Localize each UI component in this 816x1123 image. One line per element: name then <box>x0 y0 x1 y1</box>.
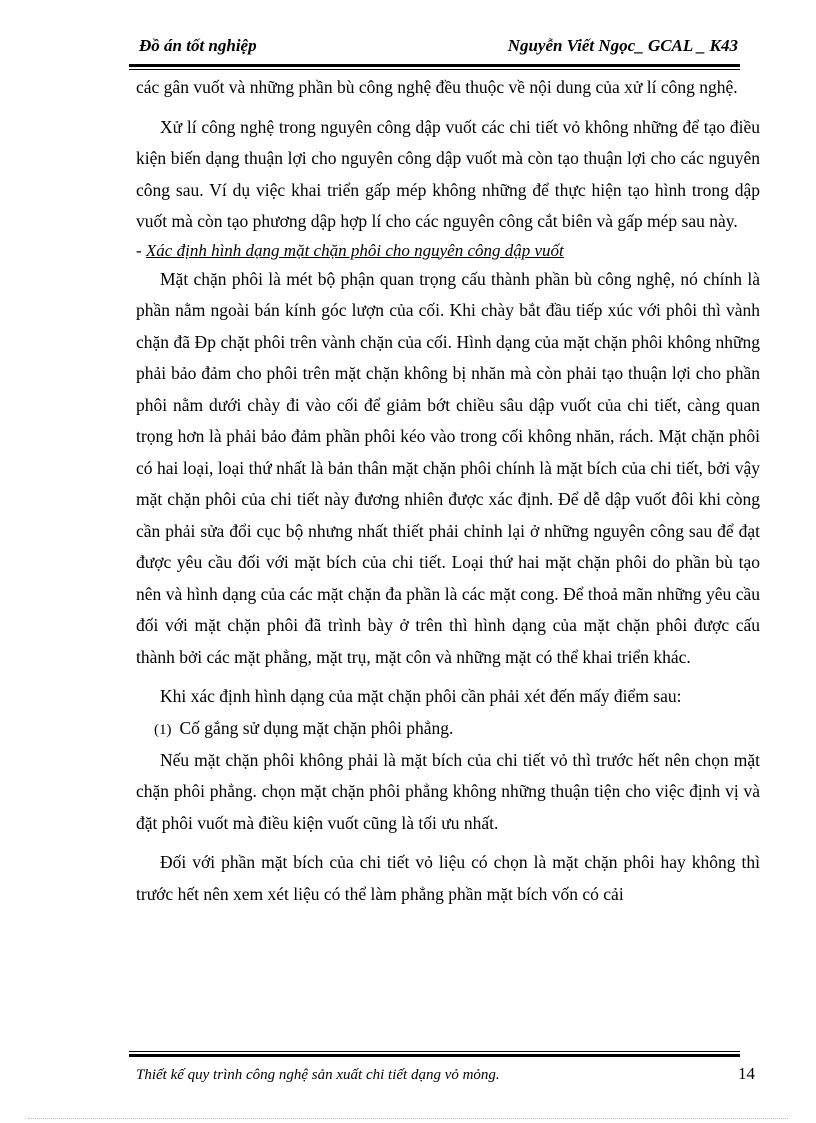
footer-rule-thin <box>129 1051 740 1052</box>
heading-text: Xác định hình dạng mặt chặn phôi cho nguyên công dập vuốt <box>145 240 564 260</box>
header-rule-thick <box>129 64 740 67</box>
header-author: Nguyễn Viết Ngọc_ GCAL _ K43 <box>507 36 738 55</box>
paragraph-continuation: các gân vuốt và những phần bù công nghệ đều thuộc về nội dung của xử lí công nghệ. <box>136 77 738 97</box>
header-title: Đồ án tốt nghiệp <box>139 36 257 55</box>
page-header <box>129 36 740 60</box>
section-heading <box>136 238 760 264</box>
footer-rule-thick <box>129 1054 740 1057</box>
paragraph-processing: Xử lí công nghệ trong nguyên công dập vuốt các chi tiết vỏ không những để tạo điều kiện biến dạng thuận lợi cho nguyên công dập vuốt mà còn tạo thuận lợi cho các nguyên công sau. Ví dụ việc khai triển gấp mép không những để thực hiện tạo hình trong dập vuốt mà còn tạo phương dập hợp lí cho các nguyên công cắt biên và gấp mép sau này. <box>136 116 760 231</box>
numbered-item <box>136 713 760 745</box>
footer-title: Thiết kế quy trình công nghệ sản xuất chi tiết dạng vỏ mỏng. <box>136 1067 500 1083</box>
paragraph-intro-points: Khi xác định hình dạng của mặt chặn phôi cần phải xét đến mấy điểm sau: <box>160 686 682 706</box>
paragraph-blank-holder: Mặt chặn phôi là mét bộ phận quan trọng cấu thành phần bù công nghệ, nó chính là phần nằm ngoài bán kính góc lượn của cối. Khi chày bắt đầu tiếp xúc với phôi thì vành chặn đã Đp chặt phôi trên vành chặn của cối. Hình dạng của mặt chặn phôi không những phải bảo đảm cho phôi trên mặt chặn không bị nhăn mà còn phải tạo thuận lợi cho phần phôi nằm dưới chày đi vào cối để giảm bớt chiều sâu dập vuốt của chi tiết, càng quan trọng hơn là phải bảo đảm phần phôi kéo vào trong cối không nhăn, rách. Mặt chặn phôi có hai loại, loại thứ nhất là bản thân mặt chặn phôi chính là mặt bích của chi tiết, bởi vậy mặt chặn phôi của chi tiết này đương nhiên được xác định. Để dễ dập vuốt đôi khi còng cần phải sửa đổi cục bộ nhưng nhất thiết phải chỉnh lại ở những nguyên công sau để đạt được yêu cầu đối với mặt bích của chi tiết. Loại thứ hai mặt chặn phôi do phần bù tạo nên và hình dạng của các mặt chặn đa phần là các mặt cong. Để thoả mãn những yêu cầu đối với mặt chặn phôi đã trình bày ở trên thì hình dạng của mặt chặn phôi được cấu thành bởi các mặt phẳng, mặt trụ, mặt côn và những mặt có thể khai triển khác. <box>136 268 760 667</box>
page-body <box>136 72 760 910</box>
paragraph-flange: Đối với phần mặt bích của chi tiết vỏ liệu có chọn là mặt chặn phôi hay không thì trước hết nên xem xét liệu có thể làm phẳng phần mặt bích vốn có cải <box>136 852 760 904</box>
header-rule-thin <box>129 69 740 70</box>
item-text: Cố gắng sử dụng mặt chặn phôi phẳng. <box>179 717 454 738</box>
heading-prefix: - <box>136 240 146 260</box>
page-number: 14 <box>738 1064 755 1083</box>
paragraph-flat-surface: Nếu mặt chặn phôi không phải là mặt bích của chi tiết vỏ thì trước hết nên chọn mặt chặn phôi phẳng. chọn mặt chặn phôi phẳng không những thuận tiện cho việc định vị và đặt phôi vuốt mà điều kiện vuốt cũng là tối ưu nhất. <box>136 749 760 833</box>
page-bottom-dotted-line <box>28 1118 788 1119</box>
item-number: (1) <box>154 721 172 738</box>
